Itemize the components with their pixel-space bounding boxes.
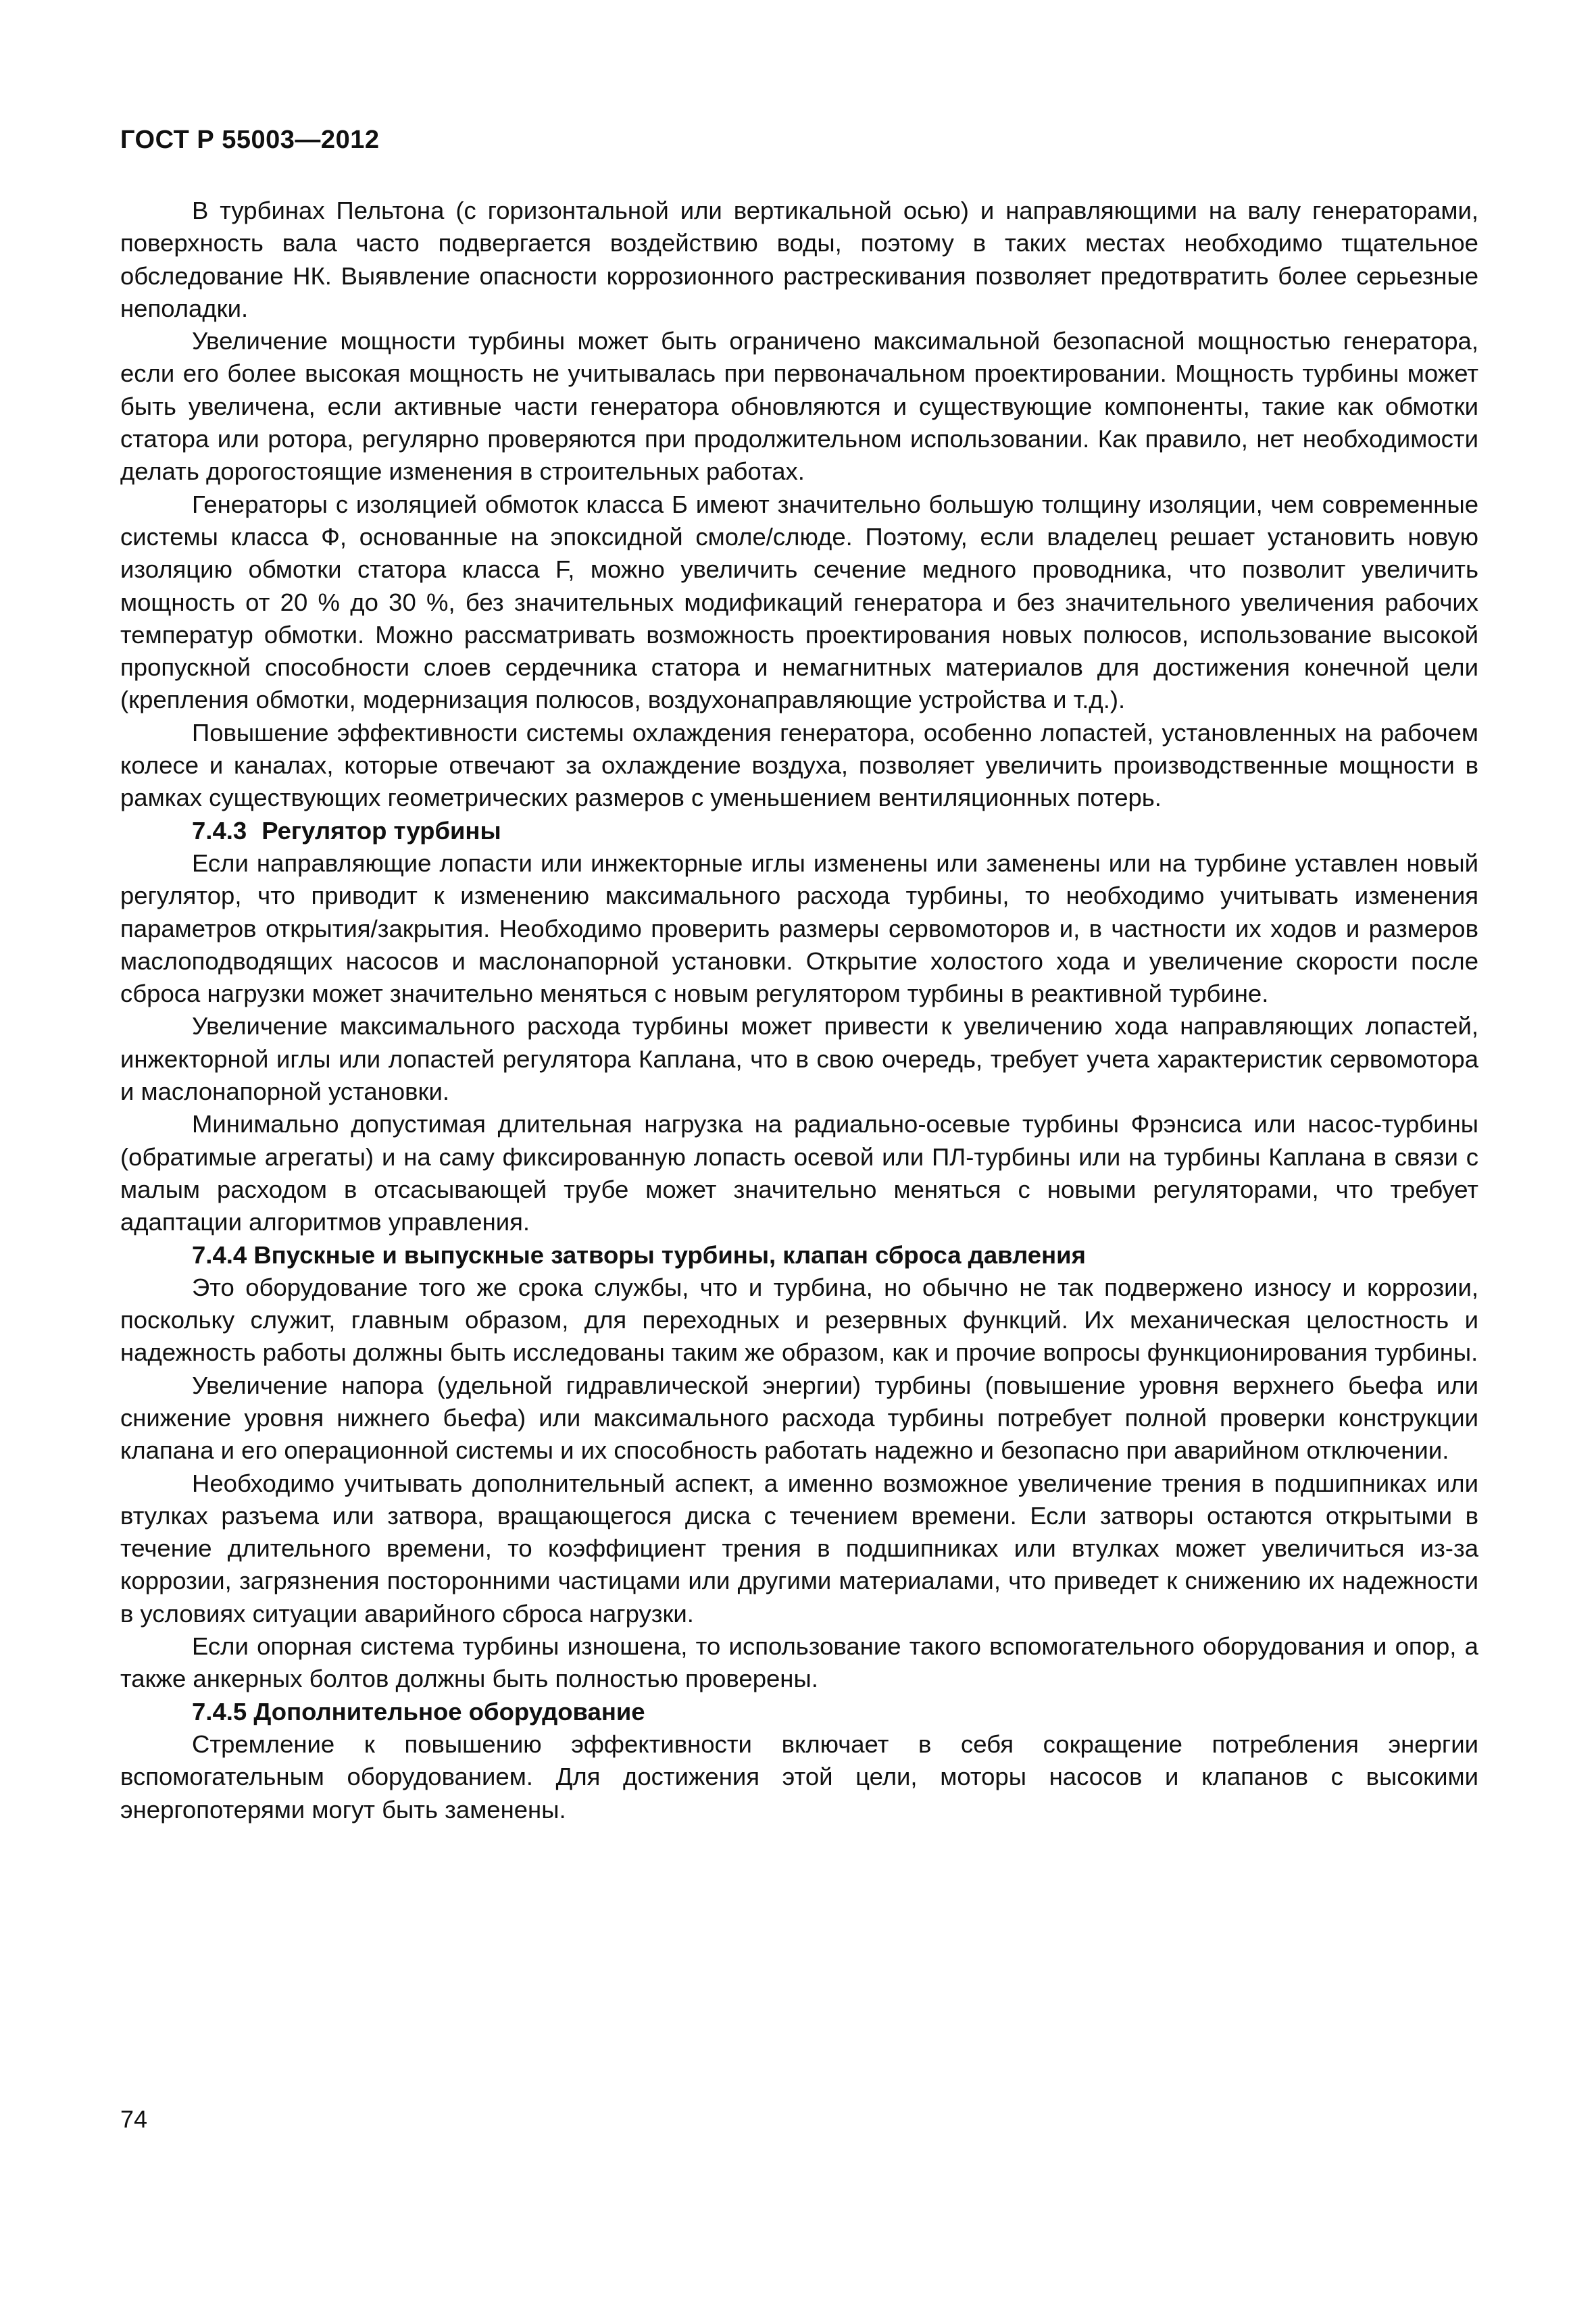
paragraph: Стремление к повышению эффективности включает в себя сокращение потребления энергии вспомогательным оборудованием. Для достижения этой цели, моторы насосов и клапанов с высокими энергопотерями могут быть заменены.	[120, 1730, 1478, 1823]
document-header: ГОСТ Р 55003—2012	[120, 126, 380, 154]
paragraph: Если опорная система турбины изношена, то использование такого вспомогательного оборудования и опор, а также анкерных болтов должны быть полностью проверены.	[120, 1632, 1478, 1693]
paragraph: Необходимо учитывать дополнительный аспект, а именно возможное увеличение трения в подшипниках или втулках разъема или затвора, вращающегося диска с течением времени. Если затворы остаются открытыми в течение длительного времени, то коэффициент трения в подшипниках или втулках может увеличиться из-за коррозии, загрязнения посторонними частицами или другими материалами, что приведет к снижению их надежности в условиях ситуации аварийного сброса нагрузки.	[120, 1469, 1478, 1628]
paragraph: В турбинах Пельтона (с горизонтальной или вертикальной осью) и направляющими на валу генераторами, поверхность вала часто подвергается воздействию воды, поэтому в таких местах необходимо тщательное обследование НК. Выявление опасности коррозионного растрескивания позволяет предотвратить более серьезные неполадки.	[120, 197, 1478, 322]
page-number: 74	[120, 2105, 148, 2133]
document-body	[120, 195, 1478, 1826]
section-heading-7-4-3	[120, 815, 1478, 847]
paragraph: Генераторы с изоляцией обмоток класса Б имеют значительно большую толщину изоляции, чем современные системы класса Ф, основанные на эпоксидной смоле/слюде. Поэтому, если владелец решает установить новую изоляцию обмотки статора класса F, можно увеличить сечение медного проводника, что позволит увеличить мощность от 20 % до 30 %, без значительных модификаций генератора и без значительного увеличения рабочих температур обмотки. Можно рассматривать возможность проектирования новых полюсов, использование высокой пропускной способности слоев сердечника статора и немагнитных материалов для достижения конечной цели (крепления обмотки, модернизация полюсов, воздухонаправляющие устройства и т.д.).	[120, 490, 1478, 714]
paragraph: Это оборудование того же срока службы, что и турбина, но обычно не так подвержено износу и коррозии, поскольку служит, главным образом, для переходных и резервных функций. Их механическая целостность и надежность работы должны быть исследованы таким же образом, как и прочие вопросы функционирования турбины.	[120, 1273, 1478, 1367]
paragraph: Увеличение напора (удельной гидравлической энергии) турбины (повышение уровня верхнего бьефа или снижение уровня нижнего бьефа) или максимального расхода турбины потребует полной проверки конструкции клапана и его операционной системы и их способность работать надежно и безопасно при аварийном отключении.	[120, 1371, 1478, 1465]
paragraph: Повышение эффективности системы охлаждения генератора, особенно лопастей, установленных на рабочем колесе и каналах, которые отвечают за охлаждение воздуха, позволяет увеличить производственные мощности в рамках существующих геометрических размеров с уменьшением вентиляционных потерь.	[120, 718, 1478, 812]
paragraph: Увеличение максимального расхода турбины может привести к увеличению хода направляющих лопастей, инжекторной иглы или лопастей регулятора Каплана, что в свою очередь, требует учета характеристик сервомотора и маслонапорной установки.	[120, 1012, 1478, 1106]
paragraph: Минимально допустимая длительная нагрузка на радиально-осевые турбины Фрэнсиса или насос-турбины (обратимые агрегаты) и на саму фиксированную лопасть осевой или ПЛ-турбины или на турбины Каплана в связи с малым расходом в отсасывающей трубе может значительно меняться с новыми регуляторами, что требует адаптации алгоритмов управления.	[120, 1110, 1478, 1236]
paragraph: Увеличение мощности турбины может быть ограничено максимальной безопасной мощностью генератора, если его более высокая мощность не учитывалась при первоначальном проектировании. Мощность турбины может быть увеличена, если активные части генератора обновляются и существующие компоненты, такие как обмотки статора или ротора, регулярно проверяются при продолжительном использовании. Как правило, нет необходимости делать дорогостоящие изменения в строительных работах.	[120, 327, 1478, 486]
section-heading-7-4-4: 7.4.4 Впускные и выпускные затворы турбины, клапан сброса давления	[192, 1240, 1086, 1269]
paragraph: Если направляющие лопасти или инжекторные иглы изменены или заменены или на турбине уставлен новый регулятор, что приводит к изменению максимального расхода турбины, то необходимо учитывать изменения параметров открытия/закрытия. Необходимо проверить размеры сервомоторов и, в частности их ходов и размеров маслоподводящих насосов и маслонапорной установки. Открытие холостого хода и увеличение скорости после сброса нагрузки может значительно меняться с новым регулятором турбины в реактивной турбине.	[120, 849, 1478, 1008]
section-number: 7.4.3	[192, 816, 247, 845]
section-heading-7-4-5: 7.4.5 Дополнительное оборудование	[192, 1697, 645, 1726]
section-title: Регулятор турбины	[261, 816, 501, 845]
